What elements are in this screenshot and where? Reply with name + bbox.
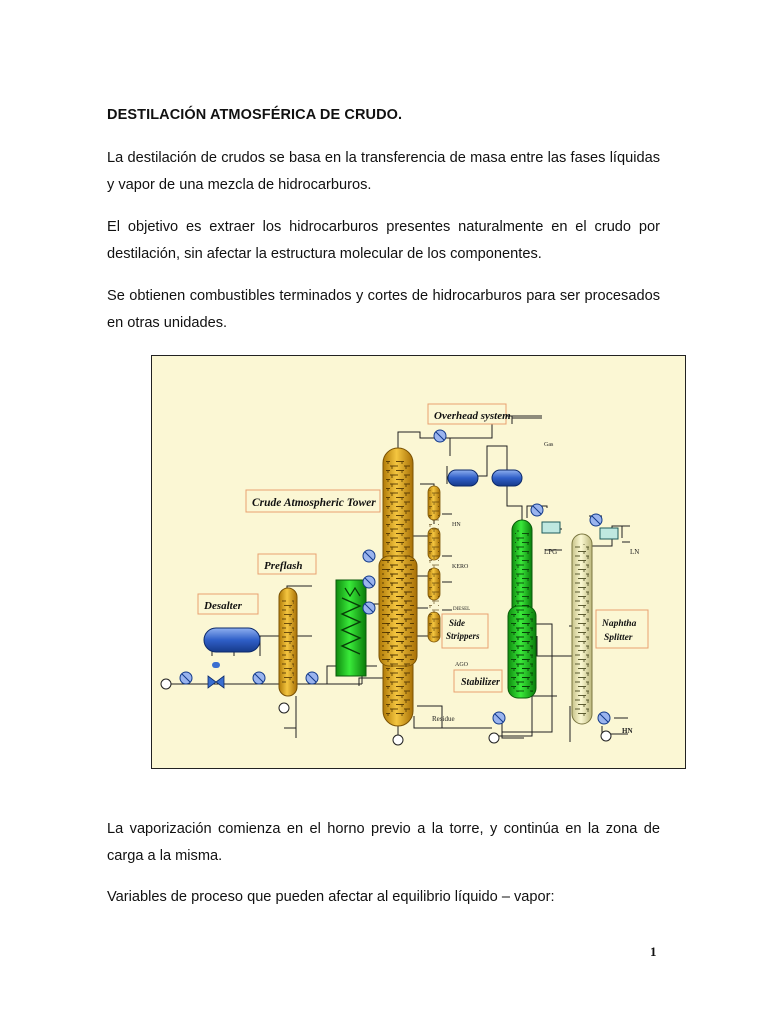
label-crude-atmospheric-tower: Crude Atmospheric Tower — [252, 497, 376, 509]
furnace — [336, 580, 366, 676]
label-side-strippers-1: Side — [449, 618, 466, 628]
label-side-strippers-2: Strippers — [446, 631, 480, 641]
label-stabilizer: Stabilizer — [461, 677, 500, 688]
stream-hn: HN — [452, 522, 461, 528]
page-number: 1 — [650, 944, 657, 959]
paragraph-vaporization: La vaporización comienza en el horno previo a la torre, y continúa en la zona de carga a la misma. — [107, 821, 660, 864]
label-overhead-system: Overhead system — [434, 410, 511, 422]
stream-residue: Residue — [432, 715, 455, 723]
crude-distillation-process-diagram — [151, 355, 686, 769]
stream-lpg: LPG — [544, 548, 558, 556]
paragraph-products: Se obtienen combustibles terminados y cortes de hidrocarburos para ser procesados en otras unidades. — [107, 288, 660, 331]
stream-ln: LN — [630, 548, 640, 556]
crude-atmospheric-tower — [379, 448, 417, 726]
desalter-drum — [204, 628, 260, 652]
paragraph-mass-transfer: La destilación de crudos se basa en la transferencia de masa entre las fases líquidas y vapor de una mezcla de hidrocarburos. — [107, 150, 660, 193]
label-naphtha-splitter-2: Splitter — [604, 633, 633, 643]
page-title: DESTILACIÓN ATMOSFÉRICA DE CRUDO. — [107, 107, 403, 123]
side-strippers — [428, 486, 440, 642]
stream-gas: Gas — [544, 442, 554, 448]
stabilizer-column — [508, 520, 536, 698]
paragraph-objective: El objetivo es extraer los hidrocarburos presentes naturalmente en el crudo por destilación, sin afectar la estructura molecular de los componentes. — [107, 219, 660, 262]
label-naphtha-splitter-1: Naphtha — [602, 619, 637, 629]
label-desalter: Desalter — [204, 600, 242, 612]
preflash-column — [279, 588, 297, 696]
stream-ago: AGO — [455, 662, 468, 668]
stream-kero: KERO — [452, 564, 469, 570]
stream-diesel: DIESEL — [453, 607, 471, 612]
paragraph-process-variables: Variables de proceso que pueden afectar al equilibrio líquido – vapor: — [107, 889, 555, 905]
label-preflash: Preflash — [264, 560, 303, 572]
stream-hn-bottom: HN — [622, 727, 633, 735]
naphtha-splitter-column — [572, 534, 592, 724]
